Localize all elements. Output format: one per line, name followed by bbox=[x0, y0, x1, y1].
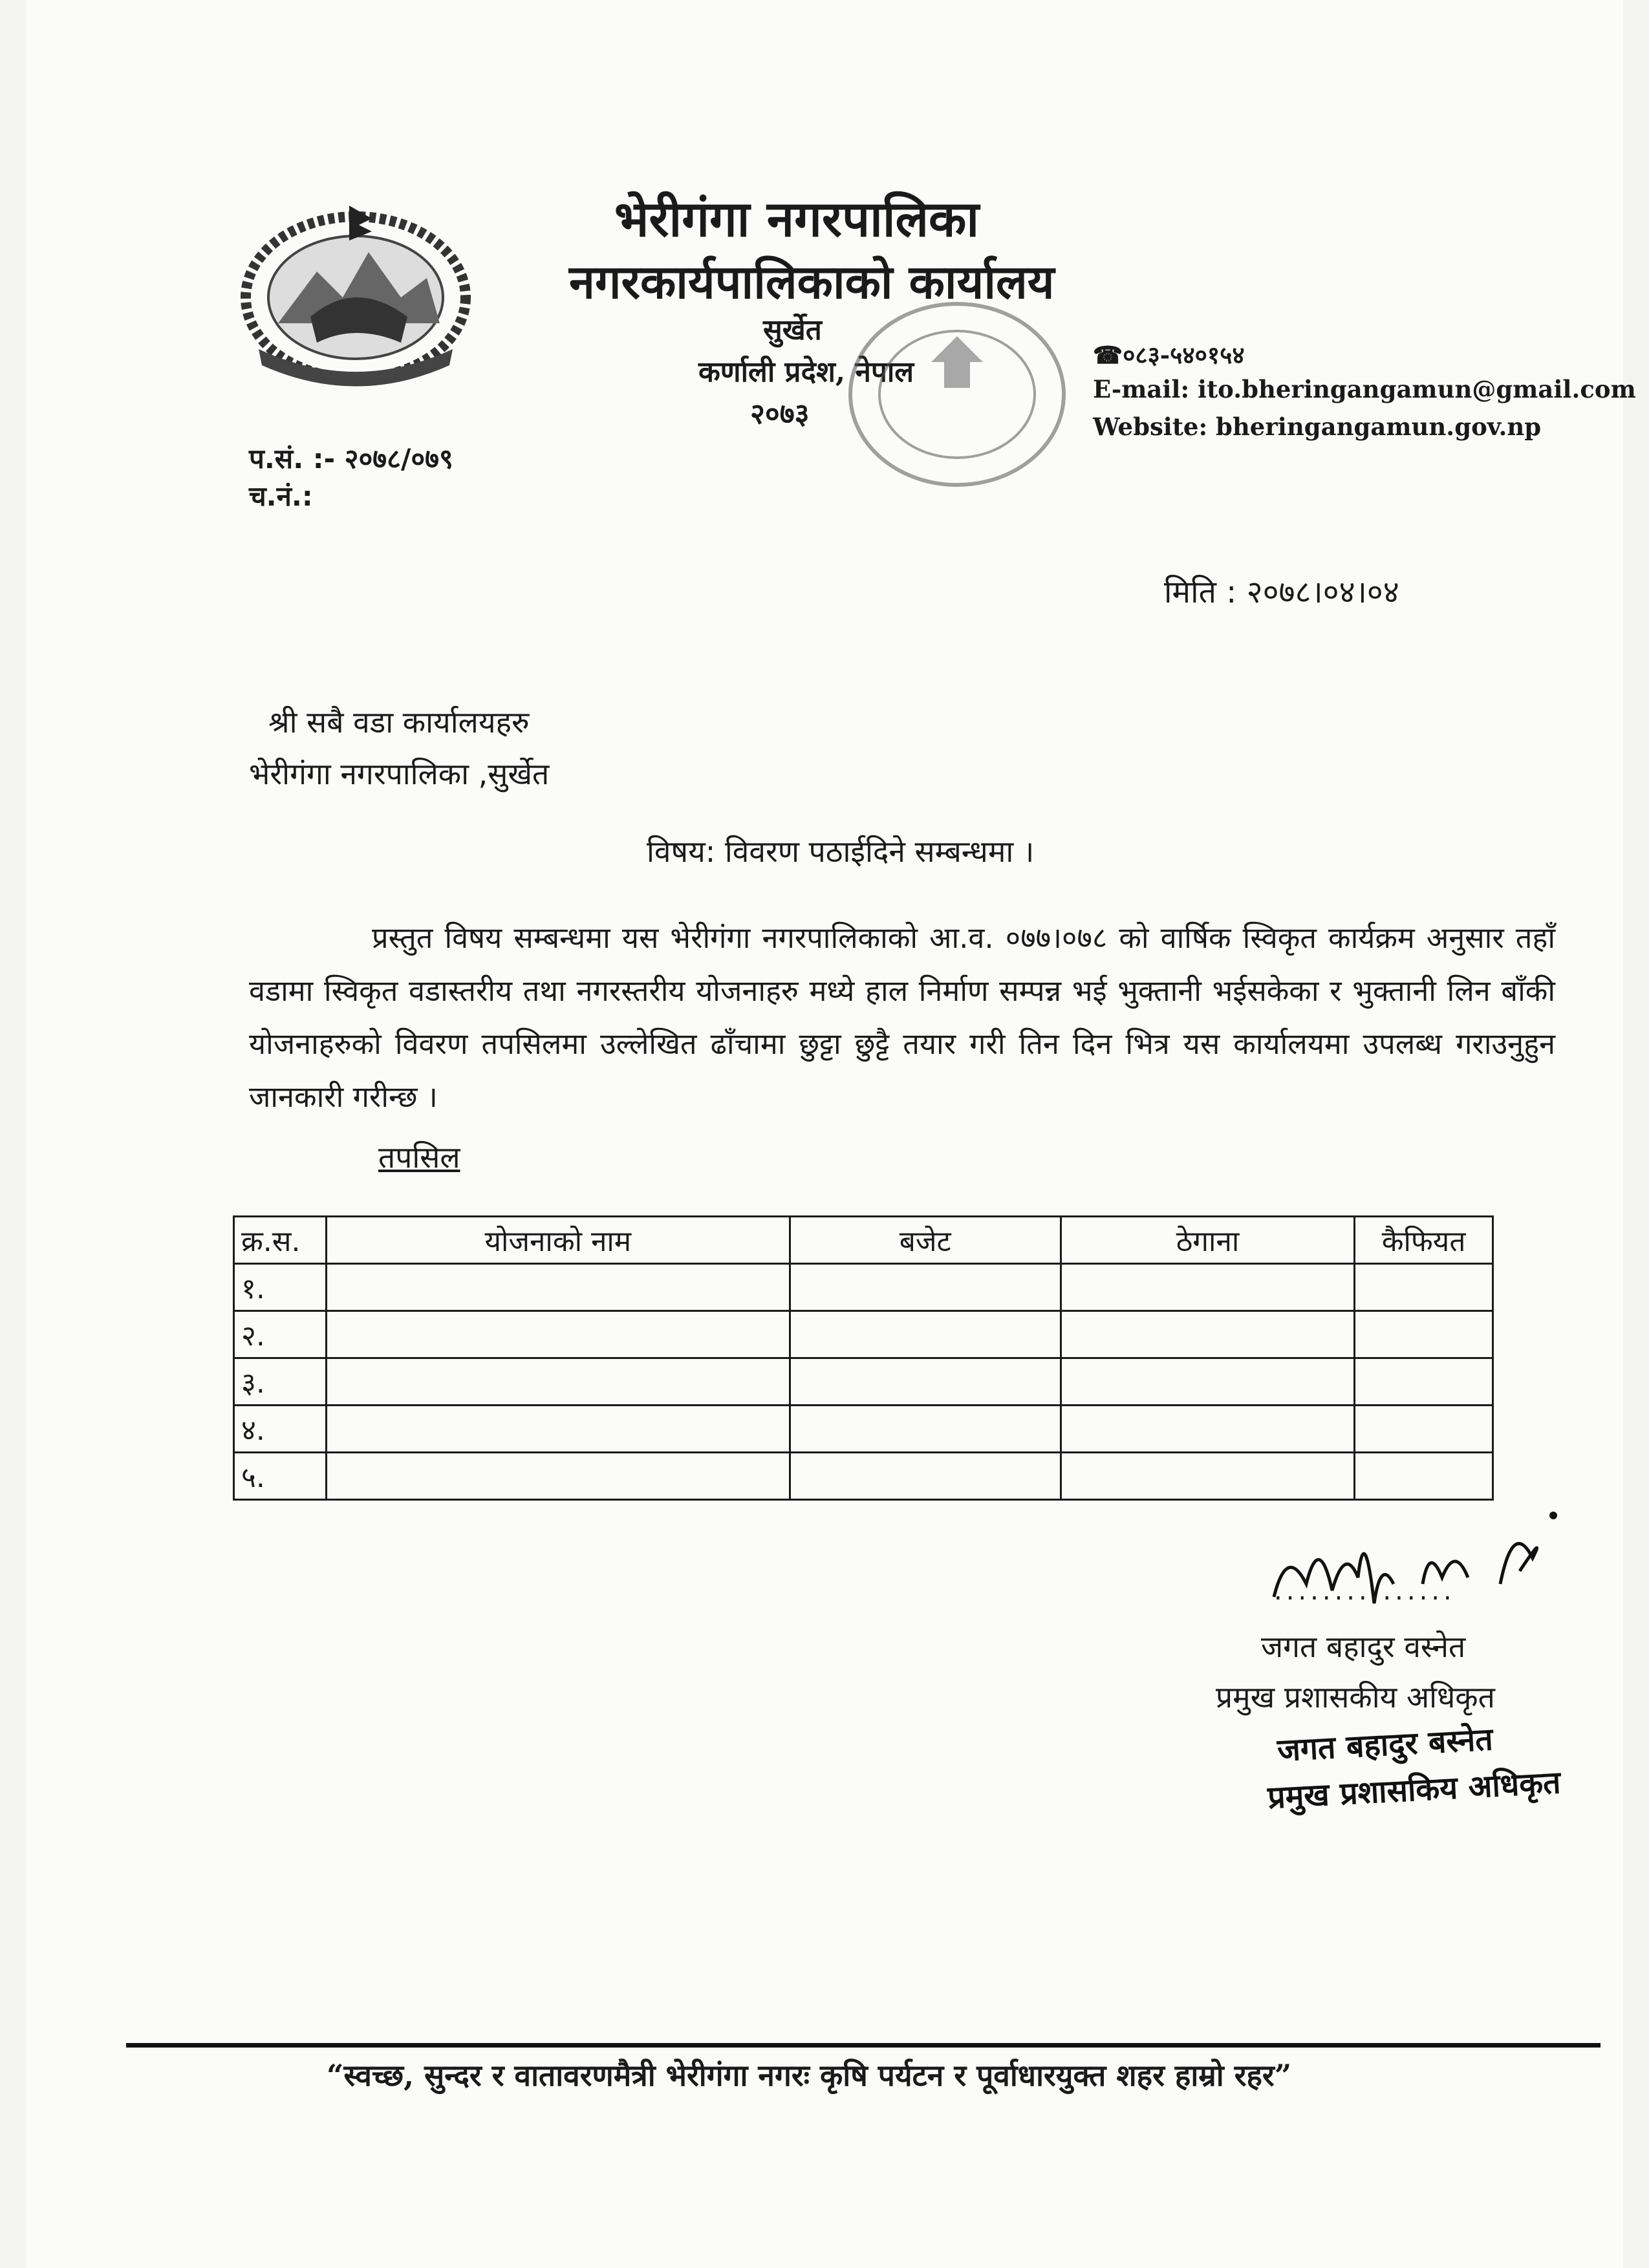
office-stamp bbox=[841, 291, 1073, 498]
budget-cell bbox=[790, 1453, 1061, 1500]
remarks-cell bbox=[1355, 1264, 1493, 1311]
table-row bbox=[234, 1358, 1493, 1406]
details-table bbox=[233, 1215, 1494, 1501]
website-address: Website: bheringangamun.gov.np bbox=[1093, 412, 1542, 441]
project-cell bbox=[326, 1406, 790, 1453]
table-row bbox=[234, 1311, 1493, 1358]
col-header-address: ठेगाना bbox=[1061, 1217, 1354, 1264]
office-name: नगरकार्यपालिकाको कार्यालय bbox=[569, 254, 1055, 309]
signatory-name: जगत बहादुर वस्नेत bbox=[1261, 1629, 1466, 1664]
table-row bbox=[234, 1264, 1493, 1311]
col-header-budget: बजेट bbox=[790, 1217, 1061, 1264]
remarks-cell bbox=[1355, 1453, 1493, 1500]
details-heading: तपसिल bbox=[378, 1140, 460, 1175]
serial-cell: ५. bbox=[234, 1453, 327, 1500]
recipient-line-1: श्री सबै वडा कार्यालयहरु bbox=[268, 705, 530, 740]
serial-cell: ३. bbox=[234, 1358, 327, 1406]
letter-date: मिति : २०७८।०४।०४ bbox=[1164, 574, 1399, 610]
project-cell bbox=[326, 1311, 790, 1358]
address-cell bbox=[1061, 1406, 1354, 1453]
col-header-remarks: कैफियत bbox=[1355, 1217, 1493, 1264]
serial-cell: ४. bbox=[234, 1406, 327, 1453]
email-address: E-mail: ito.bheringangamun@gmail.com bbox=[1093, 375, 1636, 403]
remarks-cell bbox=[1355, 1406, 1493, 1453]
serial-cell: २. bbox=[234, 1311, 327, 1358]
dispatch-number: च.नं.: bbox=[249, 480, 313, 512]
district-name: सुर्खेत bbox=[763, 314, 822, 347]
phone-number: ☎०८३-५४०१५४ bbox=[1093, 341, 1245, 369]
reference-number: प.सं. :- २०७८/०७९ bbox=[249, 443, 453, 475]
budget-cell bbox=[790, 1358, 1061, 1406]
letter-subject: विषय: विवरण पठाईदिने सम्बन्धमा । bbox=[647, 834, 1035, 869]
project-cell bbox=[326, 1453, 790, 1500]
col-header-project: योजनाको नाम bbox=[326, 1217, 790, 1264]
signatory-title: प्रमुख प्रशासकीय अधिकृत bbox=[1216, 1680, 1495, 1715]
table-row bbox=[234, 1453, 1493, 1500]
province-name: कर्णाली प्रदेश, नेपाल bbox=[698, 356, 914, 389]
budget-cell bbox=[790, 1406, 1061, 1453]
address-cell bbox=[1061, 1264, 1354, 1311]
serial-cell: १. bbox=[234, 1264, 327, 1311]
nepal-emblem-logo bbox=[233, 200, 479, 388]
project-cell bbox=[326, 1358, 790, 1406]
table-row bbox=[234, 1406, 1493, 1453]
address-cell bbox=[1061, 1358, 1354, 1406]
table-header-row bbox=[234, 1217, 1493, 1264]
project-cell bbox=[326, 1264, 790, 1311]
org-name: भेरीगंगा नगरपालिका bbox=[614, 190, 980, 248]
budget-cell bbox=[790, 1264, 1061, 1311]
name-seal-stamp: जगत बहादुर बस्नेत bbox=[1276, 1721, 1494, 1769]
signature-dotted-line: ............... bbox=[1274, 1576, 1456, 1606]
recipient-line-2: भेरीगंगा नगरपालिका ,सुर्खेत bbox=[249, 756, 550, 791]
remarks-cell bbox=[1355, 1358, 1493, 1406]
established-year: २०७३ bbox=[750, 398, 810, 431]
address-cell bbox=[1061, 1311, 1354, 1358]
remarks-cell bbox=[1355, 1311, 1493, 1358]
handwritten-signature bbox=[1261, 1506, 1558, 1636]
footer-divider bbox=[126, 2043, 1600, 2048]
address-cell bbox=[1061, 1453, 1354, 1500]
budget-cell bbox=[790, 1311, 1061, 1358]
title-seal-stamp: प्रमुख प्रशासकिय अधिकृत bbox=[1266, 1764, 1562, 1816]
col-header-serial: क्र.स. bbox=[234, 1217, 327, 1264]
letter-body: प्रस्तुत विषय सम्बन्धमा यस भेरीगंगा नगरपालिकाको आ.व. ०७७।०७८ को वार्षिक स्विकृत कार्यक्रम अनुसार तहाँ वडामा स्विकृत वडास्तरीय तथा नगरस्तरीय योजनाहरु मध्ये हाल निर्माण सम्पन्न भई भुक्तानी भईसकेका र भुक्तानी लिन बाँकी योजनाहरुको विवरण तपसिलमा उल्लेखित ढाँचामा छुट्टा छुट्टै तयार गरी तिन दिन भित्र यस कार्यालयमा उपलब्ध गराउनुहुन जानकारी गरीन्छ । bbox=[249, 921, 1555, 1114]
footer-slogan: “स्वच्छ, सुन्दर र वातावरणमैत्री भेरीगंगा नगरः कृषि पर्यटन र पूर्वाधारयुक्त शहर हाम्रो रहर” bbox=[327, 2058, 1292, 2093]
